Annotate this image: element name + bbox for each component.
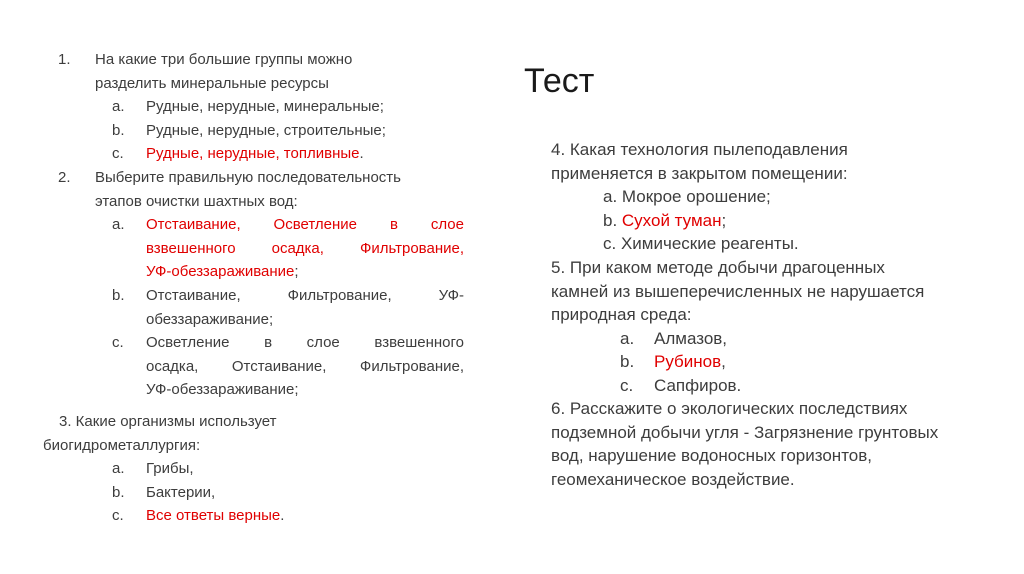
question-3	[43, 410, 463, 457]
correct-answer: Отстаивание, Осветление в слое взвешенного осадка, Фильтрование, УФ-обеззараживание;	[146, 216, 464, 281]
q1-number: 1.	[58, 51, 71, 68]
q2-option-a: a. Отстаивание, Осветление в слое взвешенного осадка, Фильтрование, УФ-обеззараживание;	[112, 213, 464, 284]
q6-line-3: вод, нарушение водоносных горизонтов,	[551, 446, 872, 465]
q3-option-c: c. Все ответы верные.	[112, 507, 285, 525]
q3-option-a: a. Грибы,	[112, 460, 194, 477]
question-4	[551, 138, 1011, 256]
q4-option-b: b. Сухой туман;	[603, 210, 727, 230]
q3-line-1: 3. Какие организмы использует	[59, 413, 277, 430]
q2-option-c: c. Осветление в слое взвешенного осадка, Отстаивание, Фильтрование, УФ-обеззараживание;	[112, 334, 464, 399]
q3-option-b: b. Бактерии,	[112, 483, 216, 501]
q1-line-2: разделить минеральные ресурсы	[95, 74, 329, 92]
q5-line-3: природная среда:	[551, 305, 692, 324]
q4-line-2: применяется в закрытом помещении:	[551, 163, 848, 183]
correct-answer: Рудные, нерудные, топливные	[146, 145, 360, 163]
question-1	[58, 48, 478, 95]
correct-answer: Все ответы верные	[146, 507, 281, 525]
q6-line-1: 6. Расскажите о экологических последствиях	[551, 399, 908, 418]
q5-option-a: a. Алмазов,	[620, 328, 728, 348]
q5-option-c: c. Сапфиров.	[620, 375, 742, 395]
q1-line-1: 1. На какие три большие группы можно	[58, 48, 478, 72]
q3-line-2: биогидрометаллургия:	[43, 436, 201, 454]
q6-line-2: подземной добычи угля - Загрязнение грунтовых	[551, 422, 939, 442]
correct-answer: Рубинов	[654, 352, 722, 371]
q5-line-1: 5. При каком методе добычи драгоценных	[551, 258, 885, 277]
q1-option-c: c. Рудные, нерудные, топливные.	[112, 145, 364, 163]
q2-option-b: b. Отстаивание, Фильтрование, УФ- обеззараживание;	[112, 287, 464, 328]
q6-line-4: геомеханическое воздействие.	[551, 469, 795, 489]
question-6	[551, 397, 1011, 491]
q4-line-1: 4. Какая технология пылеподавления	[551, 140, 848, 159]
question-2	[58, 166, 478, 213]
question-5	[551, 256, 1011, 397]
q1-options	[112, 95, 472, 166]
q4-option-c: c. Химические реагенты.	[603, 234, 799, 253]
page-title: Тест	[524, 62, 595, 100]
q1-option-b: b. Рудные, нерудные, строительные;	[112, 121, 386, 139]
q5-option-b: b. Рубинов,	[620, 352, 726, 371]
q1-option-a: a. Рудные, нерудные, минеральные;	[112, 98, 384, 115]
correct-answer: Сухой туман	[621, 210, 722, 230]
q4-option-a: a. Мокрое орошение;	[603, 187, 771, 206]
q2-line-2: этапов очистки шахтных вод:	[95, 192, 298, 210]
q2-line-1: 2. Выберите правильную последовательность	[58, 169, 401, 186]
q5-line-2: камней из вышеперечисленных не нарушается	[551, 281, 925, 301]
q3-options	[112, 457, 472, 528]
